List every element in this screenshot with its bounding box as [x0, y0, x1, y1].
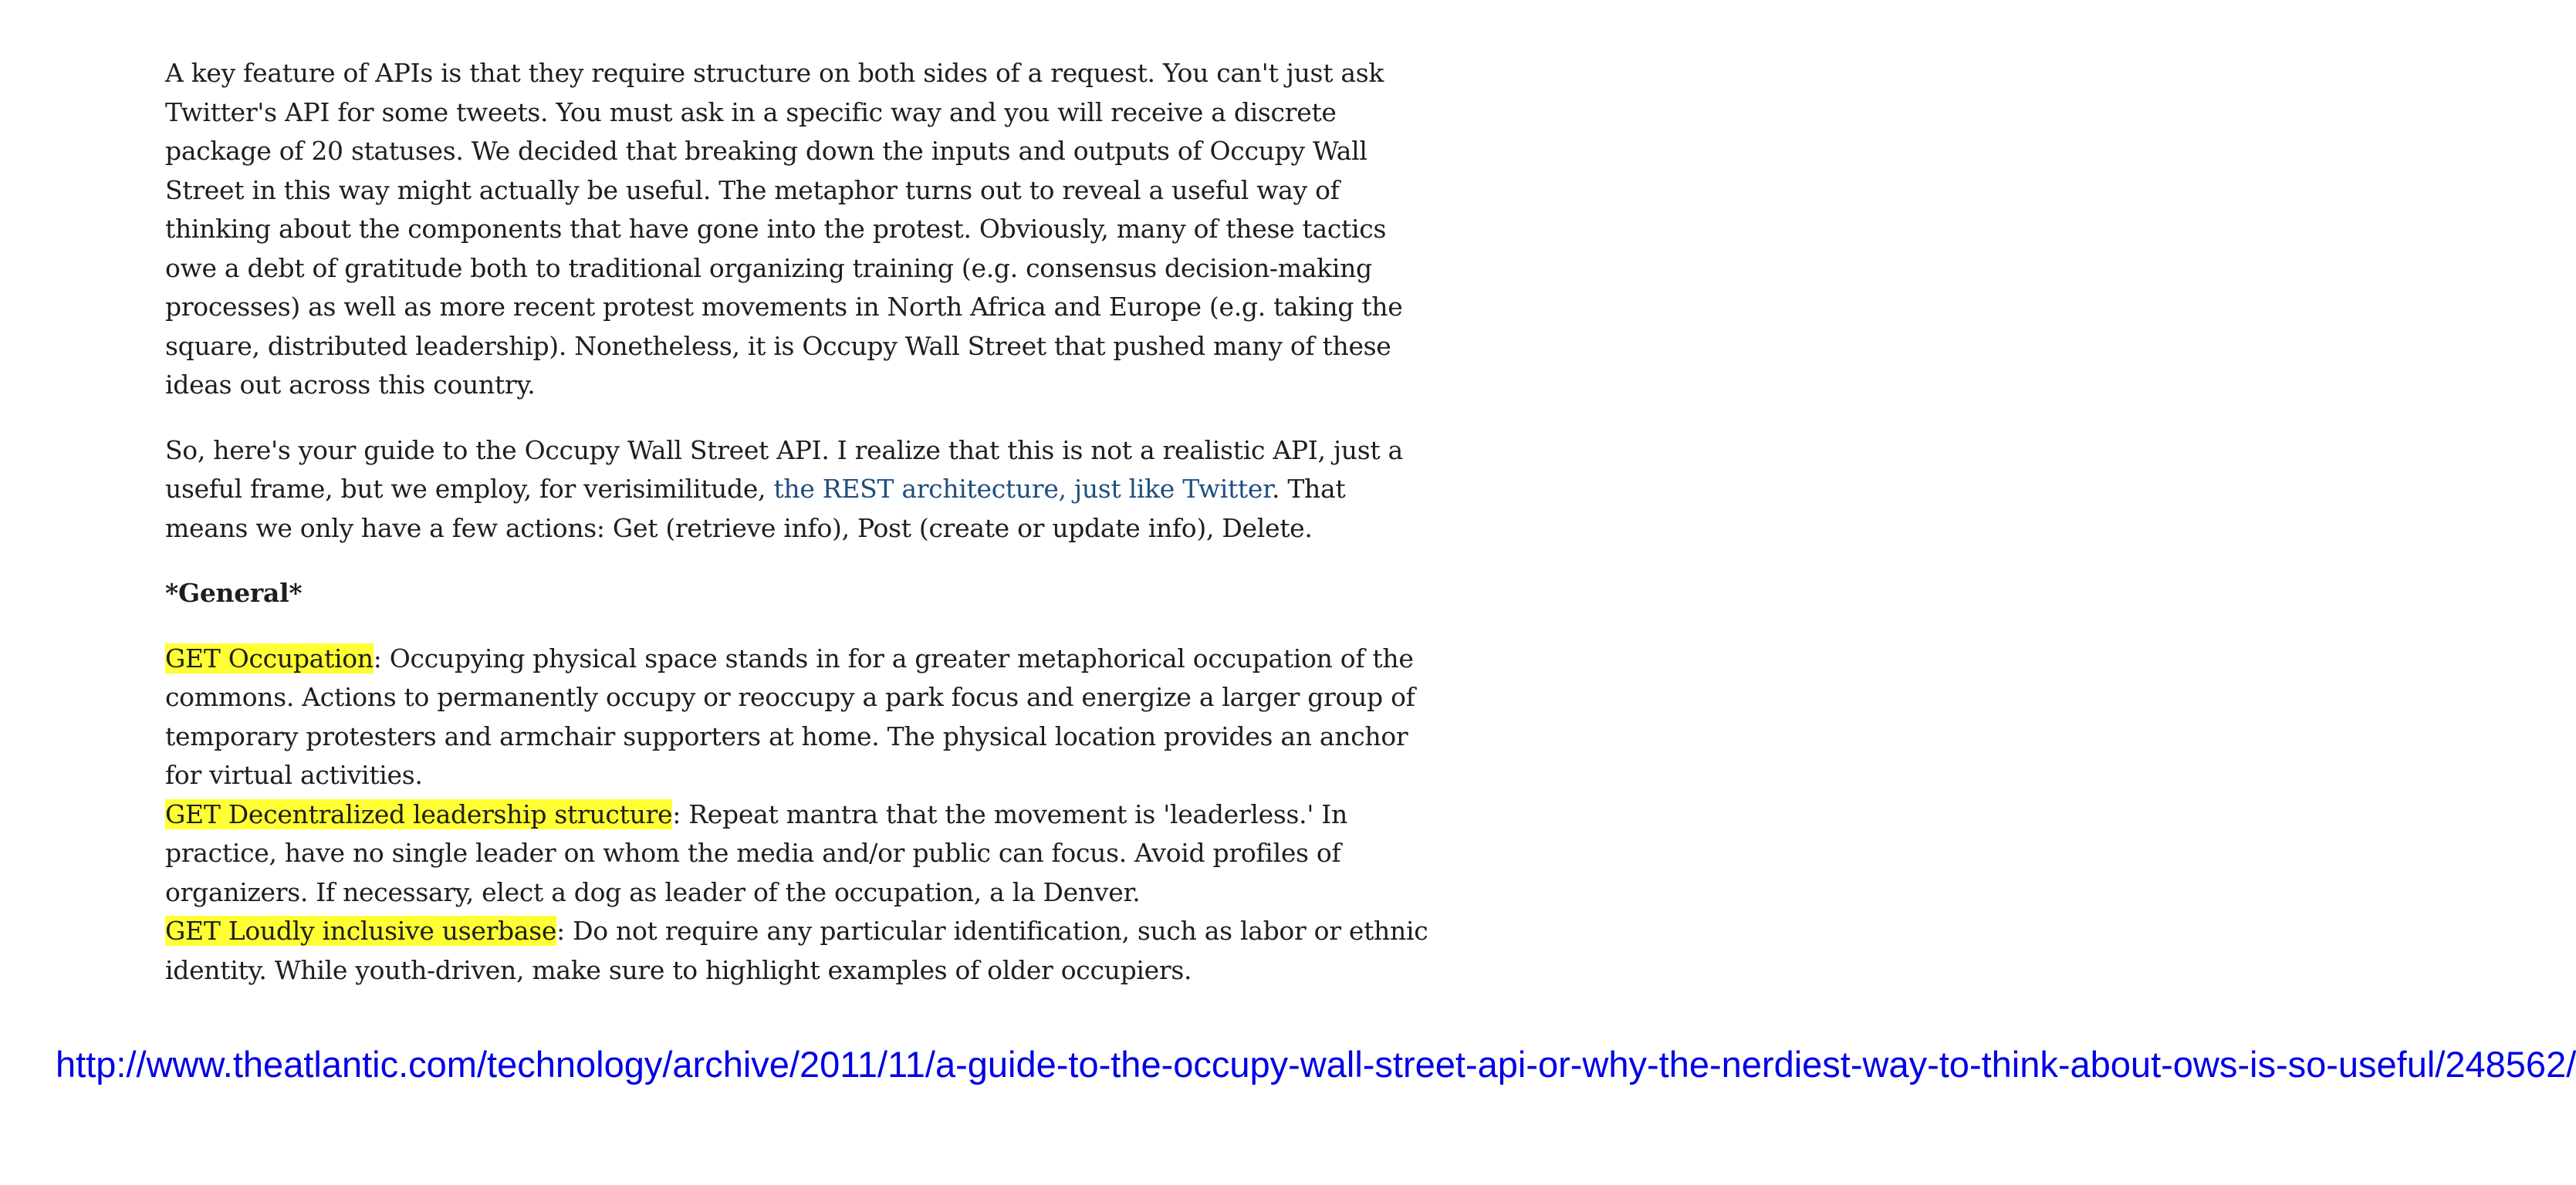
api-entry-occupation [165, 640, 1431, 795]
api-guide-text-start: So, here's your guide to the Occupy Wall Street API. I realize that this is not a realistic API, just a useful frame, but we employ, for verisimilitude, [165, 434, 1403, 504]
article-excerpt [165, 54, 1431, 990]
entry-term-highlight: GET Occupation [165, 643, 374, 674]
entry-description: : Repeat mantra that the movement is 'leaderless.' In practice, have no single leader on whom the media and/or public can focus. Avoid profiles of organizers. If necessary, elect a dog as leader of the occupation, a la Denver. [165, 798, 1347, 907]
entry-term-highlight: GET Loudly inclusive userbase [165, 916, 557, 946]
api-guide-text-end: . That means we only have a few actions: Get (retrieve info), Post (create or update info), Delete. [165, 474, 1346, 543]
api-entry-leadership [165, 795, 1431, 913]
api-guide-paragraph [165, 431, 1431, 549]
entry-description: : Occupying physical space stands in for a greater metaphorical occupation of the commons. Actions to permanently occupy or reoccupy a park focus and energize a larger group of temporary protesters and armchair supporters at home. The physical location provides an anchor for virtual activities. [165, 643, 1415, 790]
entry-description: : Do not require any particular identification, such as labor or ethnic identity. While youth-driven, make sure to highlight examples of older occupiers. [165, 916, 1428, 985]
api-entry-userbase [165, 912, 1431, 990]
source-url-link[interactable]: http://www.theatlantic.com/technology/archive/2011/11/a-guide-to-the-occupy-wall-street-api-or-why-the-nerdiest-way-to-think-about-ows-is-so-useful/248562/ [56, 1044, 2576, 1085]
entry-term-highlight: GET Decentralized leadership structure [165, 798, 673, 829]
rest-architecture-link[interactable]: the REST architecture, just like Twitter [773, 474, 1272, 504]
intro-paragraph: A key feature of APIs is that they require structure on both sides of a request. You can't just ask Twitter's API for some tweets. You must ask in a specific way and you will receive a discrete package of 20 statuses. We decided that breaking down the inputs and outputs of Occupy Wall Street in this way might actually be useful. The metaphor turns out to reveal a useful way of thinking about the components that have gone into the protest. Obviously, many of these tactics owe a debt of gratitude both to traditional organizing training (e.g. consensus decision-making processes) as well as more recent protest movements in North Africa and Europe (e.g. taking the square, distributed leadership). Nonetheless, it is Occupy Wall Street that pushed many of these ideas out across this country. [165, 58, 1403, 400]
section-heading: *General* [165, 578, 303, 608]
